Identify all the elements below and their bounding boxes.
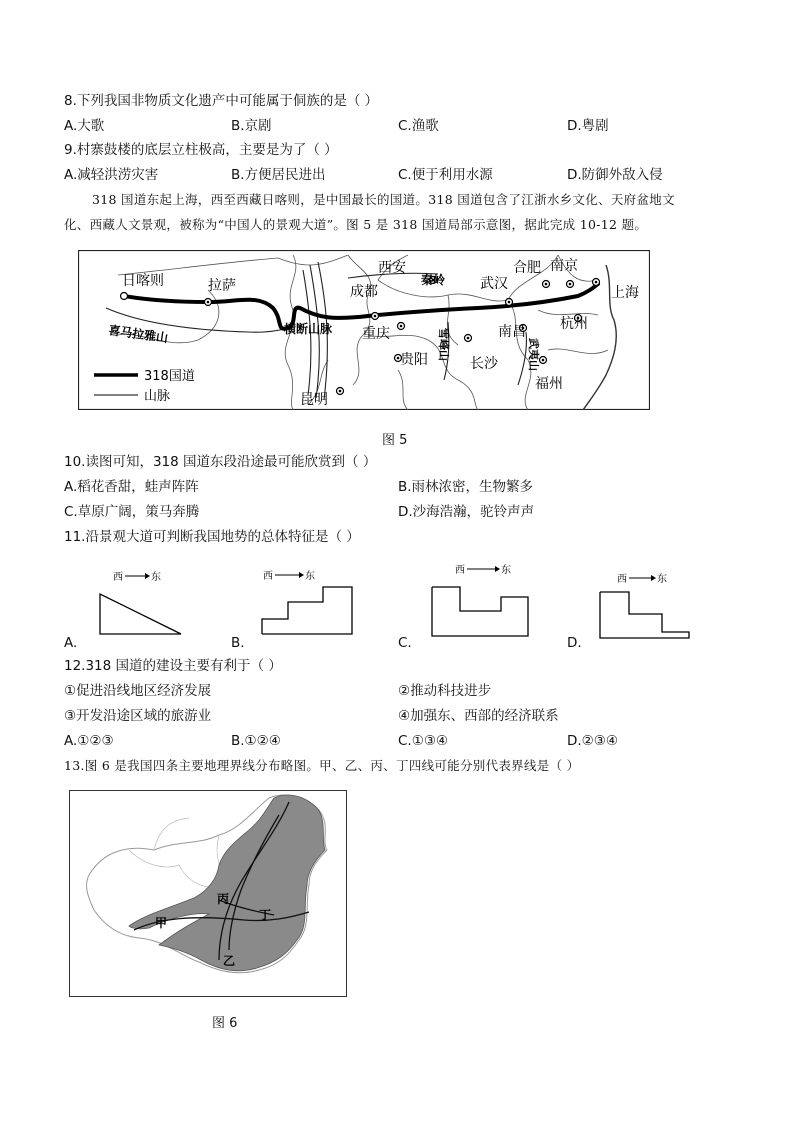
line-label-yi: 乙: [223, 954, 236, 968]
city-shanghai: 上海: [611, 285, 639, 301]
q10-option-d: D.沙海浩瀚，驼铃声声: [398, 504, 535, 520]
city-nanchang: 南昌: [498, 324, 526, 340]
city-changsha: 长沙: [470, 356, 498, 372]
line-label-jia: 甲: [155, 916, 168, 930]
city-chengdu: 成都: [350, 284, 378, 300]
q11-diagram-d: [595, 568, 695, 640]
passage-line-2: 化、西藏人文景观，被称为“中国人的景观大道”。图 5 是 318 国道局部示意图，据此完成 10-12 题。: [64, 217, 648, 232]
city-chongqing: 重庆: [362, 326, 390, 342]
q12-option-d: D.②③④: [567, 733, 618, 749]
q12-item-4: ④加强东、西部的经济联系: [398, 708, 559, 724]
direction-east: 东: [151, 572, 161, 583]
q11-option-c: C.: [398, 635, 412, 651]
q8-stem: 8.下列我国非物质文化遗产中可能属于侗族的是（ ）: [64, 93, 379, 109]
q13-stem: 13.图 6 是我国四条主要地理界线分布略图。甲、乙、丙、丁四线可能分别代表界线是（ ）: [64, 758, 580, 773]
figure6-map: [69, 790, 347, 997]
q11-option-d: D.: [567, 635, 582, 651]
city-lasa: 拉萨: [208, 278, 236, 294]
line-label-ding: 丁: [259, 908, 272, 922]
mtn-qinling: 秦岭: [421, 273, 446, 287]
q10-option-b: B.雨林浓密，生物繁多: [398, 479, 534, 495]
city-hangzhou: 杭州: [560, 316, 588, 332]
direction-east: 东: [657, 574, 667, 585]
q10-stem: 10.读图可知，318 国道东段沿途最可能欣赏到（ ）: [64, 454, 377, 470]
q11-diagram-a: [95, 568, 195, 640]
q9-option-b: B.方便居民进出: [231, 167, 326, 183]
mtn-xuefeng: 雪峰山: [437, 328, 450, 361]
q11-diagram-c: [425, 560, 535, 640]
city-xian: 西安: [378, 260, 406, 276]
direction-west: 西: [113, 572, 123, 583]
direction-west: 西: [263, 571, 273, 582]
figure6-caption: 图 6: [212, 1016, 238, 1031]
q8-option-a: A.大歌: [64, 118, 105, 134]
q11-diagram-b: [255, 565, 365, 640]
q9-option-a: A.减轻洪涝灾害: [64, 167, 159, 183]
figure5-map: [78, 250, 650, 410]
city-hefei: 合肥: [513, 260, 541, 276]
q12-item-1: ①促进沿线地区经济发展: [64, 683, 212, 699]
legend-road: 318国道: [144, 369, 195, 384]
q10-option-c: C.草原广阔，策马奔腾: [64, 504, 200, 520]
q8-option-b: B.京剧: [231, 118, 272, 134]
q11-stem: 11.沿景观大道可判断我国地势的总体特征是（ ）: [64, 529, 360, 545]
q10-option-a: A.稻花香甜，蛙声阵阵: [64, 479, 199, 495]
q11-option-b: B.: [231, 635, 245, 651]
city-nanjing: 南京: [550, 258, 578, 274]
q9-stem: 9.村寨鼓楼的底层立柱极高，主要是为了（ ）: [64, 142, 338, 158]
mtn-hengduan: 横断山脉: [284, 322, 333, 336]
q12-option-a: A.①②③: [64, 733, 114, 749]
mtn-wuyi: 武夷山: [527, 338, 540, 371]
city-wuhan: 武汉: [480, 276, 508, 292]
city-fuzhou: 福州: [535, 376, 563, 392]
q9-option-d: D.防御外敌入侵: [567, 167, 663, 183]
legend-mountain: 山脉: [144, 389, 171, 404]
q9-option-c: C.便于利用水源: [398, 167, 493, 183]
q11-option-a: A.: [64, 635, 78, 651]
passage-line-1: 318 国道东起上海，西至西藏日喀则，是中国最长的国道。318 国道包含了江浙水乡文化、天府盆地文: [92, 192, 675, 207]
q12-item-3: ③开发沿途区域的旅游业: [64, 708, 212, 724]
city-rikaze: 日喀则: [122, 273, 164, 289]
direction-east: 东: [501, 565, 511, 576]
q12-item-2: ②推动科技进步: [398, 683, 492, 699]
line-label-bing: 丙: [217, 892, 230, 906]
direction-west: 西: [617, 574, 627, 585]
figure5-caption: 图 5: [382, 433, 408, 448]
q8-option-d: D.粤剧: [567, 118, 609, 134]
mtn-himalaya: 喜马拉雅山: [107, 323, 169, 346]
direction-east: 东: [305, 571, 315, 582]
q8-option-c: C.渔歌: [398, 118, 439, 134]
direction-west: 西: [455, 565, 465, 576]
city-kunming: 昆明: [300, 392, 328, 408]
city-guiyang: 贵阳: [400, 352, 428, 368]
q12-stem: 12.318 国道的建设主要有利于（ ）: [64, 658, 282, 674]
q12-option-c: C.①③④: [398, 733, 449, 749]
q12-option-b: B.①②④: [231, 733, 281, 749]
